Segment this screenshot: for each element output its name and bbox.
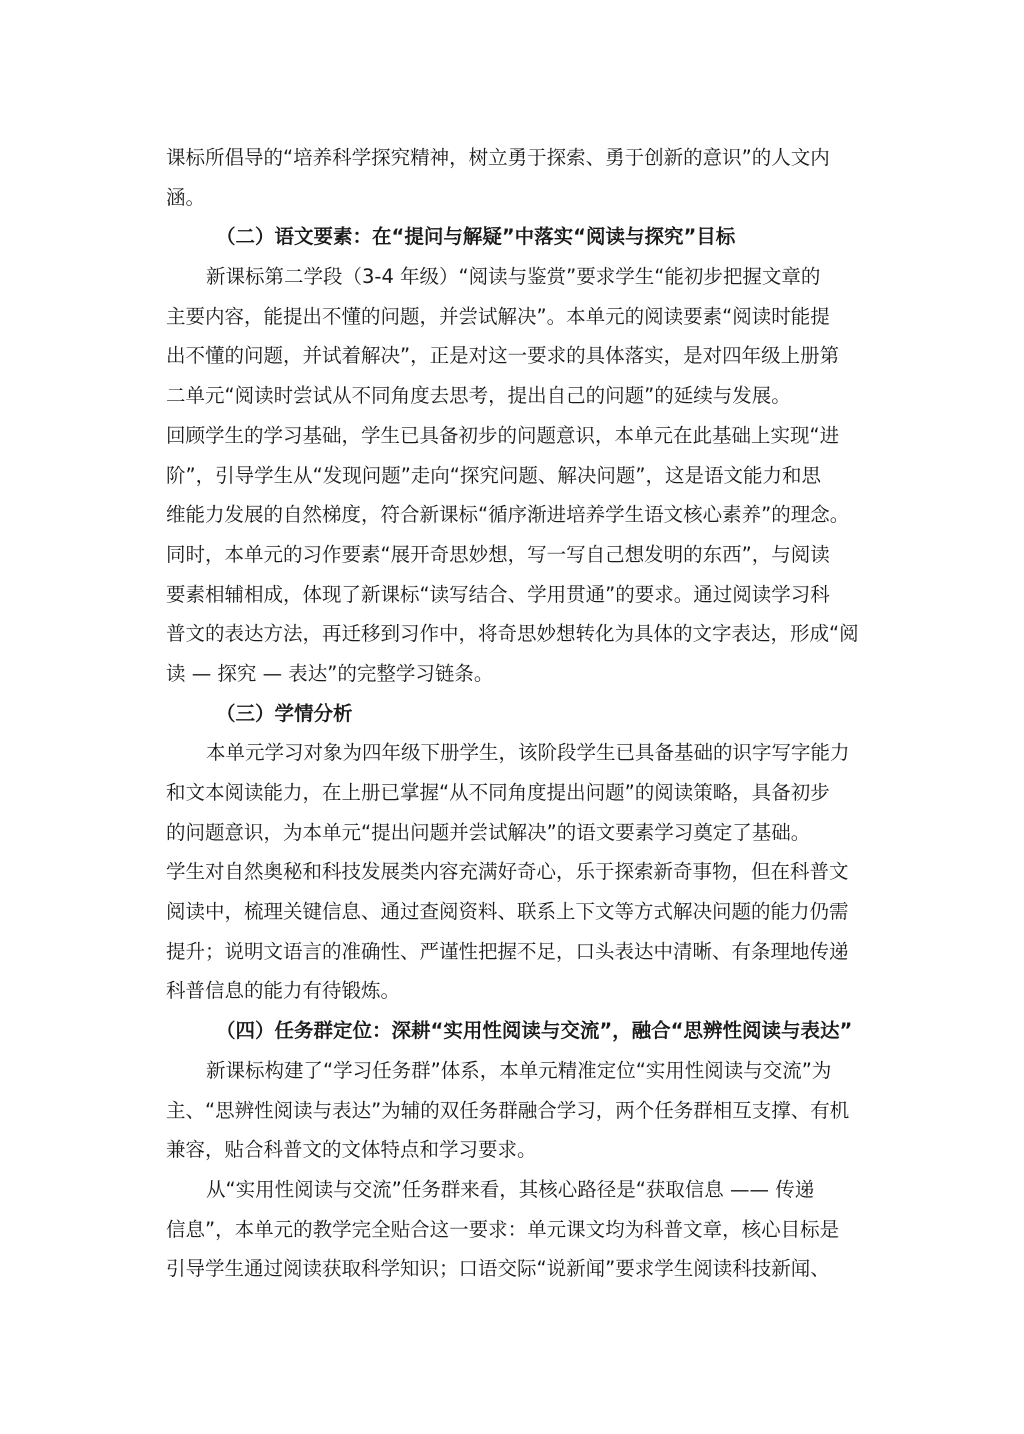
text-line: 学生对自然奥秘和科技发展类内容充满好奇心，乐于探索新奇事物，但在科普文 [166,860,849,884]
text-line: 和文本阅读能力，在上册已掌握“从不同角度提出问题”的阅读策略，具备初步 [166,781,830,804]
text-line: 新课标第二学段（3-4 年级）“阅读与鉴赏”要求学生“能初步把握文章的 [206,265,821,289]
text-line: 科普信息的能力有待锻炼。 [166,979,401,1003]
text-line: 的问题意识，为本单元“提出问题并尝试解决”的语文要素学习奠定了基础。 [166,820,811,844]
section-heading: （三）学情分析 [216,701,353,725]
section-heading: （二）语文要素：在“提问与解疑”中落实“阅读与探究”目标 [216,225,736,249]
text-line: 二单元“阅读时尝试从不同角度去思考，提出自己的问题”的延续与发展。 [166,384,791,408]
text-line: 引导学生通过阅读获取科学知识；口语交际“说新闻”要求学生阅读科技新闻、 [166,1257,830,1281]
text-line: 兼容，贴合科普文的文体特点和学习要求。 [166,1138,537,1162]
text-line: 读 — 探究 — 表达”的完整学习链条。 [166,661,494,685]
text-line: 出不懂的问题，并试着解决”，正是对这一要求的具体落实，是对四年级上册第 [166,344,840,368]
text-line: 主、“思辨性阅读与表达”为辅的双任务群融合学习，两个任务群相互支撑、有机 [166,1098,850,1122]
text-line: 涵。 [166,185,206,209]
text-line: 回顾学生的学习基础，学生已具备初步的问题意识，本单元在此基础上实现“进 [166,423,840,447]
text-line: 主要内容，能提出不懂的问题，并尝试解决”。本单元的阅读要素“阅读时能提 [166,304,830,328]
text-line: 新课标构建了“学习任务群”体系，本单元精准定位“实用性阅读与交流”为 [206,1058,832,1082]
text-line: 从“实用性阅读与交流”任务群来看，其核心路径是“获取信息 —— 传递 [206,1177,815,1201]
text-line: 本单元学习对象为四年级下册学生，该阶段学生已具备基础的识字写字能力 [206,741,850,765]
text-line: 普文的表达方法，再迁移到习作中，将奇思妙想转化为具体的文字表达，形成“阅 [166,622,859,646]
text-line: 阅读中，梳理关键信息、通过查阅资料、联系上下文等方式解决问题的能力仍需 [166,900,849,924]
text-line: 阶”，引导学生从“发现问题”走向“探究问题、解决问题”，这是语文能力和思 [166,463,822,487]
text-line: 要素相辅相成，体现了新课标“读写结合、学用贯通”的要求。通过阅读学习科 [166,582,830,606]
section-heading: （四）任务群定位：深耕“实用性阅读与交流”，融合“思辨性阅读与表达” [216,1019,853,1043]
text-line: 信息”，本单元的教学完全贴合这一要求：单元课文均为科普文章，核心目标是 [166,1217,840,1241]
text-line: 维能力发展的自然梯度，符合新课标“循序渐进培养学生语文核心素养”的理念。 [166,503,850,527]
text-line: 提升；说明文语言的准确性、严谨性把握不足，口头表达中清晰、有条理地传递 [166,939,849,963]
text-line: 同时，本单元的习作要素“展开奇思妙想，写一写自己想发明的东西”，与阅读 [166,542,830,566]
text-line: 课标所倡导的“培养科学探究精神，树立勇于探索、勇于创新的意识”的人文内 [166,146,830,169]
body-text [166,138,866,1289]
